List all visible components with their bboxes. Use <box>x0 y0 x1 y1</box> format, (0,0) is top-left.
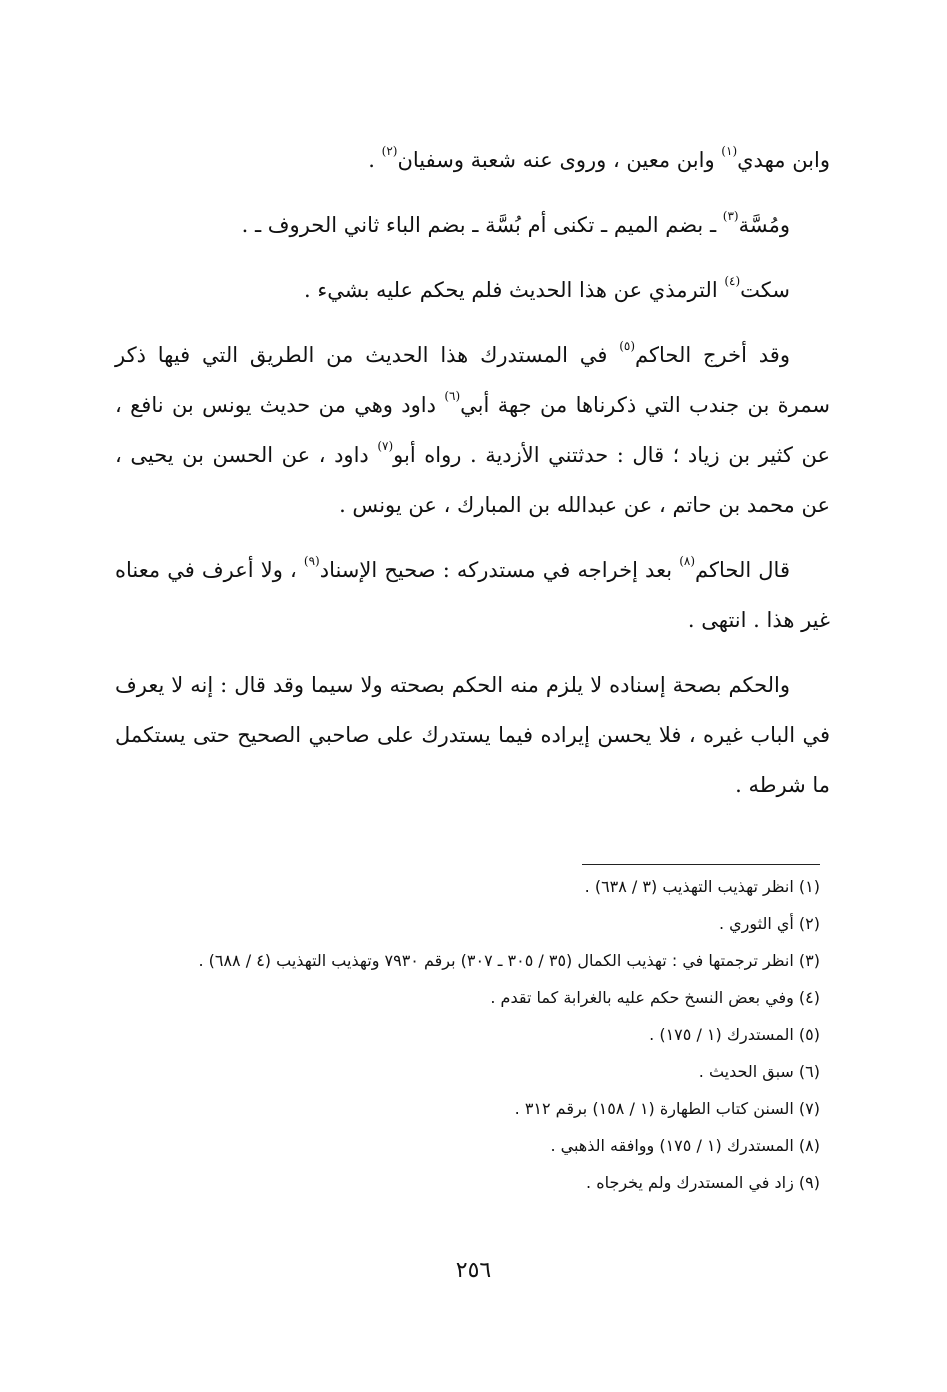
paragraph-4 <box>115 330 830 530</box>
footnote-7: (٧) السنن كتاب الطهارة (١ / ١٥٨) برقم ٣١٢ . <box>514 1099 820 1118</box>
text-run: ، ولا أعرف في معناه غير هذا . انتهى . <box>115 558 830 632</box>
text-run: داود ، عن الحسن بن يحيى ، عن محمد بن حاتم ، عن عبدالله بن المبارك ، عن يونس . <box>115 443 830 517</box>
page-number: ٢٥٦ <box>455 1258 492 1283</box>
text-run: . <box>368 148 382 172</box>
text-run: في المستدرك هذا الحديث من الطريق التي فيها ذكر سمرة بن جندب التي ذكرناها من جهة أبي <box>115 343 830 417</box>
footnote-3: (٣) انظر ترجمتها في : تهذيب الكمال (٣٥ / ٣٠٥ ـ ٣٠٧) برقم ٧٩٣٠ وتهذيب التهذيب (٤ / ٦٨٨) . <box>198 951 820 970</box>
footnote-9: (٩) زاد في المستدرك ولم يخرجاه . <box>586 1173 820 1192</box>
footnote-6: (٦) سبق الحديث . <box>698 1062 820 1081</box>
paragraph-6 <box>115 660 830 810</box>
footnote-ref-2[interactable]: (٢) <box>381 144 398 158</box>
paragraph-1 <box>115 135 830 185</box>
text-run: وقد أخرج الحاكم <box>635 343 790 367</box>
footnote-5: (٥) المستدرك (١ / ١٧٥) . <box>649 1025 820 1044</box>
text-run: ومُسَّة <box>738 213 790 237</box>
footnotes <box>130 868 820 1201</box>
footnote-ref-9[interactable]: (٩) <box>303 554 320 568</box>
footnote-8: (٨) المستدرك (١ / ١٧٥) ووافقه الذهبي . <box>550 1136 820 1155</box>
text-run: داود وهي من حديث يونس بن نافع ، عن كثير بن زياد ؛ قال : حدثتني الأزدية . رواه أبو <box>115 393 830 467</box>
main-text <box>115 135 830 825</box>
footnote-ref-5[interactable]: (٥) <box>619 339 636 353</box>
footnote-4: (٤) وفي بعض النسخ حكم عليه بالغرابة كما تقدم . <box>490 988 820 1007</box>
paragraph-5 <box>115 545 830 645</box>
text-run: والحكم بصحة إسناده لا يلزم منه الحكم بصحته ولا سيما وقد قال : إنه لا يعرف في الباب غيره ، فلا يحسن إيراده فيما يستدرك على صاحبي الصحيح حتى يستكمل ما شرطه . <box>115 673 830 797</box>
paragraph-3 <box>115 265 830 315</box>
footnote-ref-1[interactable]: (١) <box>721 144 738 158</box>
footnote-1: (١) انظر تهذيب التهذيب (٣ / ٦٣٨) . <box>584 877 820 896</box>
text-run: قال الحاكم <box>695 558 790 582</box>
footnote-ref-6[interactable]: (٦) <box>444 389 461 403</box>
text-run: وابن معين ، وروى عنه شعبة وسفيان <box>397 148 722 172</box>
text-run: وابن مهدي <box>737 148 830 172</box>
text-run: بعد إخراجه في مستدركه : صحيح الإسناد <box>319 558 680 582</box>
text-run: الترمذي عن هذا الحديث فلم يحكم عليه بشيء . <box>304 278 725 302</box>
paragraph-2 <box>115 200 830 250</box>
footnote-ref-7[interactable]: (٧) <box>377 439 394 453</box>
footnote-ref-3[interactable]: (٣) <box>722 209 739 223</box>
footnote-ref-8[interactable]: (٨) <box>679 554 696 568</box>
footnote-separator <box>582 864 820 865</box>
text-run: ـ بضم الميم ـ تكنى أم بُسَّة ـ بضم الباء ثاني الحروف ـ . <box>241 213 723 237</box>
footnote-2: (٢) أي الثوري . <box>718 914 820 933</box>
text-run: سكت <box>740 278 790 302</box>
footnote-ref-4[interactable]: (٤) <box>724 274 741 288</box>
